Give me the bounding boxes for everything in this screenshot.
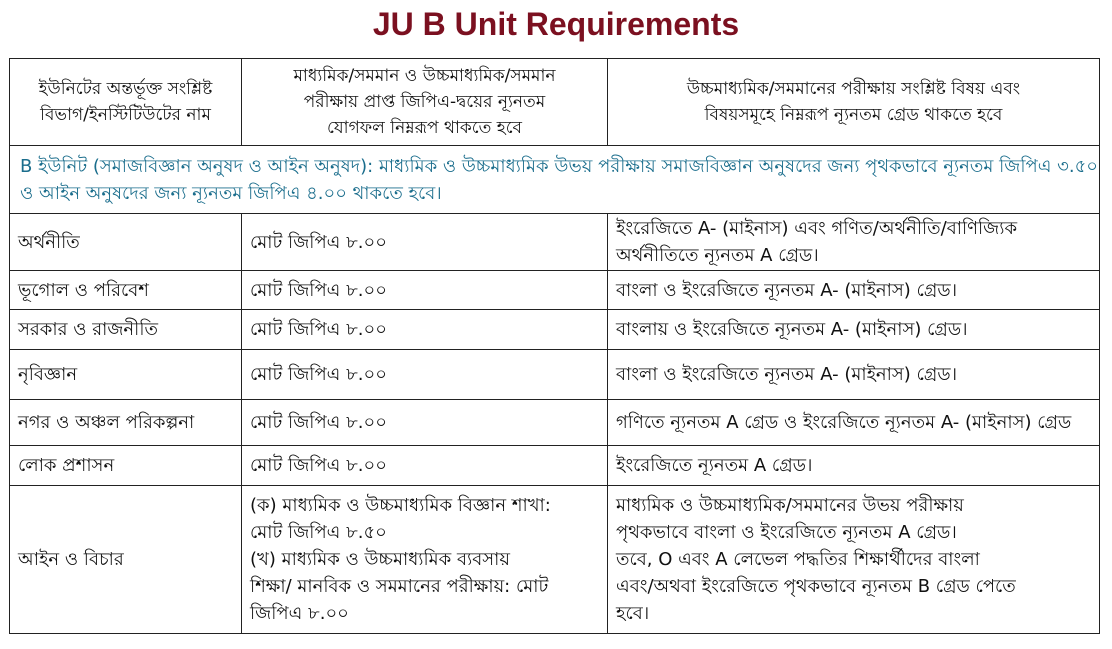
grade-cell: বাংলা ও ইংরেজিতে ন্যূনতম A- (মাইনাস) গ্রেড।	[608, 350, 1100, 400]
b-unit-note: B ইউনিট (সমাজবিজ্ঞান অনুষদ ও আইন অনুষদ): মাধ্যমিক ও উচ্চমাধ্যমিক উভয় পরীক্ষায় সমাজবিজ্ঞান অনুষদের জন্য পৃথকভাবে ন্যূনতম জিপিএ ৩.৫০ ও আইন অনুষদের জন্য ন্যূনতম জিপিএ ৪.০০ থাকতে হবে।	[10, 146, 1100, 214]
note-row	[10, 146, 1100, 214]
department-cell: সরকার ও রাজনীতি	[10, 310, 242, 350]
table-row	[10, 310, 1100, 350]
grade-cell: ইংরেজিতে ন্যূনতম A গ্রেড।	[608, 446, 1100, 486]
grade-cell: ইংরেজিতে A- (মাইনাস) এবং গণিত/অর্থনীতি/বাণিজ্যিক অর্থনীতিতে ন্যূনতম A গ্রেড।	[608, 214, 1100, 271]
gpa-cell: মোট জিপিএ ৮.০০	[242, 350, 608, 400]
department-cell: ভূগোল ও পরিবেশ	[10, 271, 242, 310]
table-row	[10, 400, 1100, 446]
table-row	[10, 214, 1100, 271]
gpa-cell: মোট জিপিএ ৮.০০	[242, 214, 608, 271]
header-gpa: মাধ্যমিক/সমমান ও উচ্চমাধ্যমিক/সমমান পরীক্ষায় প্রাপ্ত জিপিএ-দ্বয়ের ন্যূনতম যোগফল নিম্নরূপ থাকতে হবে	[242, 59, 608, 146]
header-row	[10, 59, 1100, 146]
grade-cell: বাংলা ও ইংরেজিতে ন্যূনতম A- (মাইনাস) গ্রেড।	[608, 271, 1100, 310]
table-row	[10, 486, 1100, 634]
department-cell: নৃবিজ্ঞান	[10, 350, 242, 400]
table-row	[10, 446, 1100, 486]
grade-cell: গণিতে ন্যূনতম A গ্রেড ও ইংরেজিতে ন্যূনতম A- (মাইনাস) গ্রেড	[608, 400, 1100, 446]
department-cell: আইন ও বিচার	[10, 486, 242, 634]
grade-cell: মাধ্যমিক ও উচ্চমাধ্যমিক/সমমানের উভয় পরীক্ষায় পৃথকভাবে বাংলা ও ইংরেজিতে ন্যূনতম A গ্রেড। তবে, O এবং A লেভেল পদ্ধতির শিক্ষার্থীদের বাংলা এবং/অথবা ইংরেজিতে পৃথকভাবে ন্যূনতম B গ্রেড পেতে হবে।	[608, 486, 1100, 634]
gpa-cell: মোট জিপিএ ৮.০০	[242, 400, 608, 446]
gpa-cell: মোট জিপিএ ৮.০০	[242, 310, 608, 350]
header-grade: উচ্চমাধ্যমিক/সমমানের পরীক্ষায় সংশ্লিষ্ট বিষয় এবং বিষয়সমূহে নিম্নরূপ ন্যূনতম গ্রেড থাকতে হবে	[608, 59, 1100, 146]
grade-cell: বাংলায় ও ইংরেজিতে ন্যূনতম A- (মাইনাস) গ্রেড।	[608, 310, 1100, 350]
header-department: ইউনিটের অন্তর্ভূক্ত সংশ্লিষ্ট বিভাগ/ইনস্টিটিউটের নাম	[10, 59, 242, 146]
table-row	[10, 271, 1100, 310]
gpa-cell: মোট জিপিএ ৮.০০	[242, 446, 608, 486]
page-title: JU B Unit Requirements	[372, 6, 740, 42]
department-cell: অর্থনীতি	[10, 214, 242, 271]
department-cell: নগর ও অঞ্চল পরিকল্পনা	[10, 400, 242, 446]
department-cell: লোক প্রশাসন	[10, 446, 242, 486]
requirements-table	[9, 58, 1100, 634]
gpa-cell: (ক) মাধ্যমিক ও উচ্চমাধ্যমিক বিজ্ঞান শাখা: মোট জিপিএ ৮.৫০ (খ) মাধ্যমিক ও উচ্চমাধ্যমিক ব্যবসায় শিক্ষা/ মানবিক ও সমমানের পরীক্ষায়: মোট জিপিএ ৮.০০	[242, 486, 608, 634]
gpa-cell: মোট জিপিএ ৮.০০	[242, 271, 608, 310]
table-row	[10, 350, 1100, 400]
